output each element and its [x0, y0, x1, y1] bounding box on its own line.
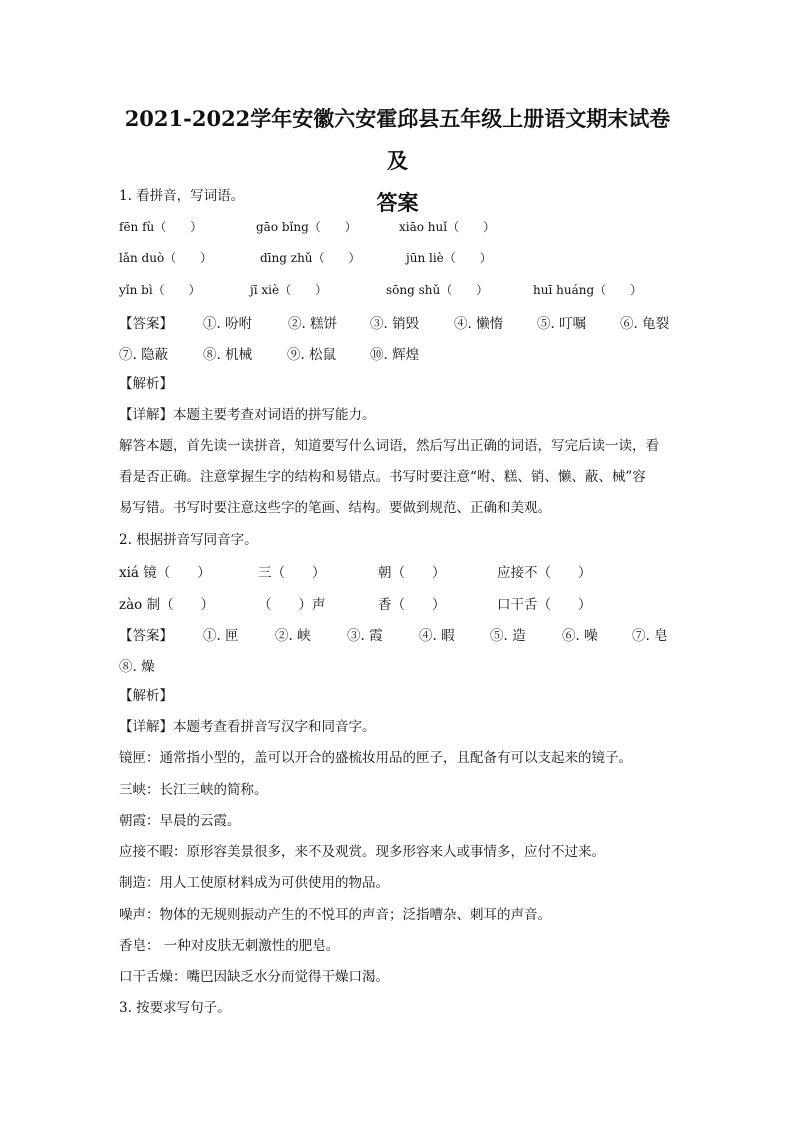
q1-detail: 【详解】本题主要考查对词语的拼写能力。 [119, 407, 376, 423]
explanation-line: 三峡：长江三峡的简称。 [119, 782, 268, 798]
pinyin-item: fēn fù（ ） [119, 220, 203, 234]
answer-item: ⑤. 叮嘱 [537, 316, 587, 332]
answer-item: ⑥. 龟裂 [620, 316, 670, 332]
answer-item: ④. 懒惰 [454, 316, 504, 332]
pinyin-item: sōng shǔ（ ） [386, 283, 489, 297]
answer-item: ③. 霞 [347, 628, 383, 644]
explanation-line: 制造：用人工使原材料成为可供使用的物品。 [119, 875, 389, 891]
pinyin-item: jī xiè（ ） [250, 283, 328, 297]
answer-item: ①. 吩咐 [203, 316, 253, 332]
q2-item: 口干舌（ ） [497, 597, 592, 613]
answer-item: ③. 销毁 [370, 316, 420, 332]
explanation-line: 朝霞：早晨的云霞。 [119, 813, 241, 829]
q2-analysis-label: 【解析】 [119, 688, 173, 704]
pinyin-item: lǎn duò（ ） [119, 251, 213, 265]
answer-label: 【答案】 [119, 316, 173, 332]
q2-item: zào 制（ ） [119, 597, 215, 613]
answer-item: ②. 峡 [275, 628, 311, 644]
answer-item: ⑧. 燥 [119, 659, 155, 675]
q2-item: xiá 镜（ ） [119, 565, 211, 581]
pinyin-item: jūn liè（ ） [406, 251, 492, 265]
q2-item: （ ）声 [258, 597, 326, 613]
answer-item: ⑧. 机械 [203, 347, 253, 363]
q2-item: 香（ ） [378, 597, 446, 613]
answer-item: ⑤. 造 [490, 628, 526, 644]
q1-paragraph-line: 解答本题，首先读一读拼音，知道要写什么词语，然后写出正确的词语，写完后读一读，看 [119, 438, 659, 454]
explanation-line: 镜匣：通常指小型的，盖可以开合的盛梳妆用品的匣子，且配备有可以支起来的镜子。 [119, 750, 632, 766]
pinyin-item: gāo bǐng（ ） [256, 220, 357, 234]
q2-item: 三（ ） [258, 565, 326, 581]
q2-detail: 【详解】本题考查看拼音写汉字和同音字。 [119, 719, 376, 735]
q2-item: 应接不（ ） [497, 565, 592, 581]
answer-label: 【答案】 [119, 628, 173, 644]
title-line-1: 2021-2022学年安徽六安霍邱县五年级上册语文期末试卷及 [124, 106, 671, 173]
q1-analysis-label: 【解析】 [119, 376, 173, 392]
answer-item: ⑦. 皂 [632, 628, 668, 644]
pinyin-item: huī huáng（ ） [533, 283, 643, 297]
q2-heading: 2. 根据拼音写同音字。 [119, 532, 258, 548]
answer-item: ①. 匣 [203, 628, 239, 644]
pinyin-item: xiāo huǐ（ ） [399, 220, 496, 234]
answer-item: ⑥. 噪 [562, 628, 598, 644]
explanation-line: 香皂： 一种对皮肤无刺激性的肥皂。 [119, 938, 340, 954]
q3-heading: 3. 按要求写句子。 [119, 1000, 231, 1016]
explanation-line: 应接不暇：原形容美景很多，来不及观赏。现多形容来人或事情多，应付不过来。 [119, 844, 605, 860]
pinyin-item: dīng zhǔ（ ） [260, 251, 361, 265]
title-line-2: 答案 [376, 190, 419, 215]
explanation-line: 噪声：物体的无规则振动产生的不悦耳的声音；泛指嘈杂、刺耳的声音。 [119, 907, 551, 923]
q2-item: 朝（ ） [378, 565, 446, 581]
answer-item: ⑩. 辉煌 [370, 347, 420, 363]
explanation-line: 口干舌燥：嘴巴因缺乏水分而觉得干燥口渴。 [119, 969, 389, 985]
answer-item: ⑦. 隐蔽 [119, 347, 169, 363]
q1-paragraph-line: 看是否正确。注意掌握生字的结构和易错点。书写时要注意“咐、糕、销、懒、蔽、械”容 [119, 469, 646, 485]
q1-heading: 1. 看拼音，写词语。 [119, 188, 245, 204]
q1-paragraph-line: 易写错。书写时要注意这些字的笔画、结构。要做到规范、正确和美观。 [119, 500, 551, 516]
pinyin-item: yǐn bì（ ） [119, 283, 201, 297]
answer-item: ⑨. 松鼠 [287, 347, 337, 363]
answer-item: ④. 暇 [419, 628, 455, 644]
answer-item: ②. 糕饼 [288, 316, 338, 332]
